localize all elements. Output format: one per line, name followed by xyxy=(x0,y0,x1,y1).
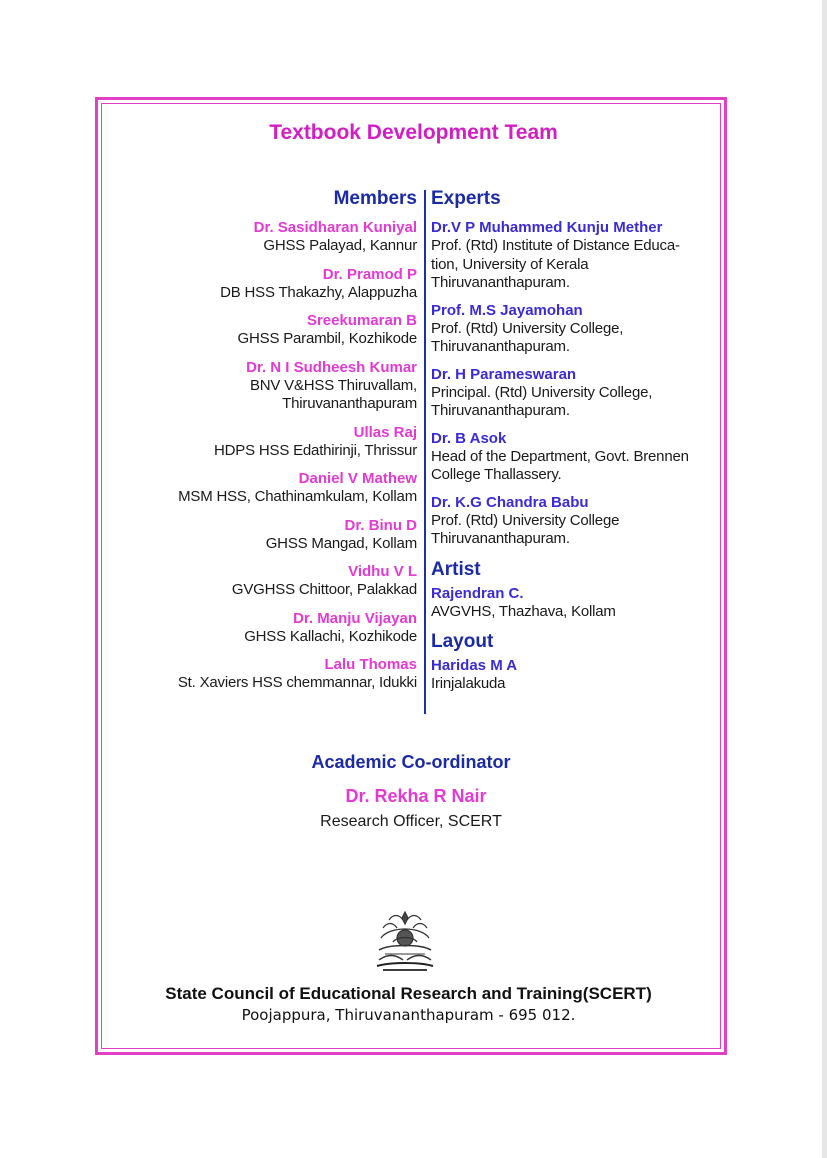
members-column xyxy=(117,187,417,703)
member-affiliation: BNV V&HSS Thiruvallam, xyxy=(249,376,417,394)
organization-name: State Council of Educational Research and Training(SCERT) xyxy=(165,984,652,1003)
member-affiliation: MSM HSS, Chathinamkulam, Kollam xyxy=(178,488,417,505)
expert-affiliation: Prof. (Rtd) Institute of Distance Educa- xyxy=(431,237,680,254)
expert-affiliation: Thiruvananthapuram. xyxy=(431,402,570,419)
member-affiliation: DB HSS Thakazhy, Alappuzha xyxy=(220,283,417,301)
experts-heading: Experts xyxy=(431,188,501,209)
expert-affiliation: Prof. (Rtd) University College xyxy=(431,511,620,529)
column-divider xyxy=(424,190,426,714)
layout-affiliation: Irinjalakuda xyxy=(431,675,506,692)
expert-affiliation: tion, University of Kerala xyxy=(431,255,589,273)
expert-name: Dr. B Asok xyxy=(431,429,507,447)
member-entry xyxy=(117,424,417,461)
member-name: Dr. Manju Vijayan xyxy=(293,609,417,627)
expert-entry xyxy=(431,219,731,293)
member-entry xyxy=(117,359,417,414)
member-affiliation: GHSS Parambil, Kozhikode xyxy=(237,330,417,347)
member-affiliation: GVGHSS Chittoor, Palakkad xyxy=(231,581,417,598)
member-name: Dr. Binu D xyxy=(344,516,417,534)
artist-name: Rajendran C. xyxy=(431,584,524,602)
expert-name: Dr. K.G Chandra Babu xyxy=(431,493,589,511)
member-name: Lalu Thomas xyxy=(324,656,417,673)
member-entry xyxy=(117,563,417,600)
artist-heading: Artist xyxy=(431,558,481,580)
artist-entry xyxy=(431,585,731,622)
member-affiliation: HDPS HSS Edathirinji, Thrissur xyxy=(214,441,417,459)
expert-entry xyxy=(431,302,731,357)
member-entry xyxy=(117,312,417,349)
organization-address: Poojappura, Thiruvananthapuram - 695 012. xyxy=(241,1006,576,1024)
expert-entry xyxy=(431,494,731,549)
expert-affiliation: Principal. (Rtd) University College, xyxy=(431,383,653,401)
member-name: Vidhu V L xyxy=(348,563,417,580)
layout-name: Haridas M A xyxy=(431,657,518,674)
expert-affiliation: Thiruvananthapuram. xyxy=(431,530,570,547)
scert-emblem-icon xyxy=(369,908,441,980)
expert-affiliation: College Thallassery. xyxy=(431,466,562,483)
member-entry xyxy=(117,470,417,507)
coordinator-name: Dr. Rekha R Nair xyxy=(345,786,487,806)
member-entry xyxy=(117,266,417,303)
expert-affiliation: Thiruvananthapuram. xyxy=(431,274,570,291)
layout-entry xyxy=(431,657,731,694)
member-name: Ullas Raj xyxy=(353,423,417,441)
member-name: Sreekumaran B xyxy=(306,312,417,329)
member-entry xyxy=(117,610,417,647)
member-affiliation: Thiruvananthapuram xyxy=(282,395,417,412)
member-name: Dr. Sasidharan Kuniyal xyxy=(253,219,417,236)
artist-affiliation: AVGVHS, Thazhava, Kollam xyxy=(431,602,616,620)
expert-affiliation: Prof. (Rtd) University College, xyxy=(431,319,624,337)
expert-affiliation: Head of the Department, Govt. Brennen xyxy=(431,447,689,465)
member-affiliation: St. Xaviers HSS chemmannar, Idukki xyxy=(177,674,417,691)
expert-affiliation: Thiruvananthapuram. xyxy=(431,338,570,355)
member-affiliation: GHSS Kallachi, Kozhikode xyxy=(244,627,417,645)
member-name: Daniel V Mathew xyxy=(298,470,417,487)
coordinator-heading: Academic Co-ordinator xyxy=(311,752,511,772)
member-affiliation: GHSS Palayad, Kannur xyxy=(263,237,417,254)
member-entry xyxy=(117,656,417,693)
expert-entry xyxy=(431,430,731,485)
expert-name: Dr. H Parameswaran xyxy=(431,365,577,383)
member-affiliation: GHSS Mangad, Kollam xyxy=(265,534,417,552)
member-name: Dr. N I Sudheesh Kumar xyxy=(246,358,417,376)
page-title: Textbook Development Team xyxy=(269,121,558,144)
expert-entry xyxy=(431,366,731,421)
member-entry xyxy=(117,219,417,256)
member-entry xyxy=(117,517,417,554)
experts-column xyxy=(431,187,731,703)
coordinator-role: Research Officer, SCERT xyxy=(320,813,502,830)
expert-name: Prof. M.S Jayamohan xyxy=(431,301,583,319)
page-edge-strip xyxy=(822,0,827,1158)
member-name: Dr. Pramod P xyxy=(322,265,417,283)
members-heading: Members xyxy=(333,188,417,209)
expert-name: Dr.V P Muhammed Kunju Mether xyxy=(431,219,663,236)
layout-heading: Layout xyxy=(431,631,494,652)
